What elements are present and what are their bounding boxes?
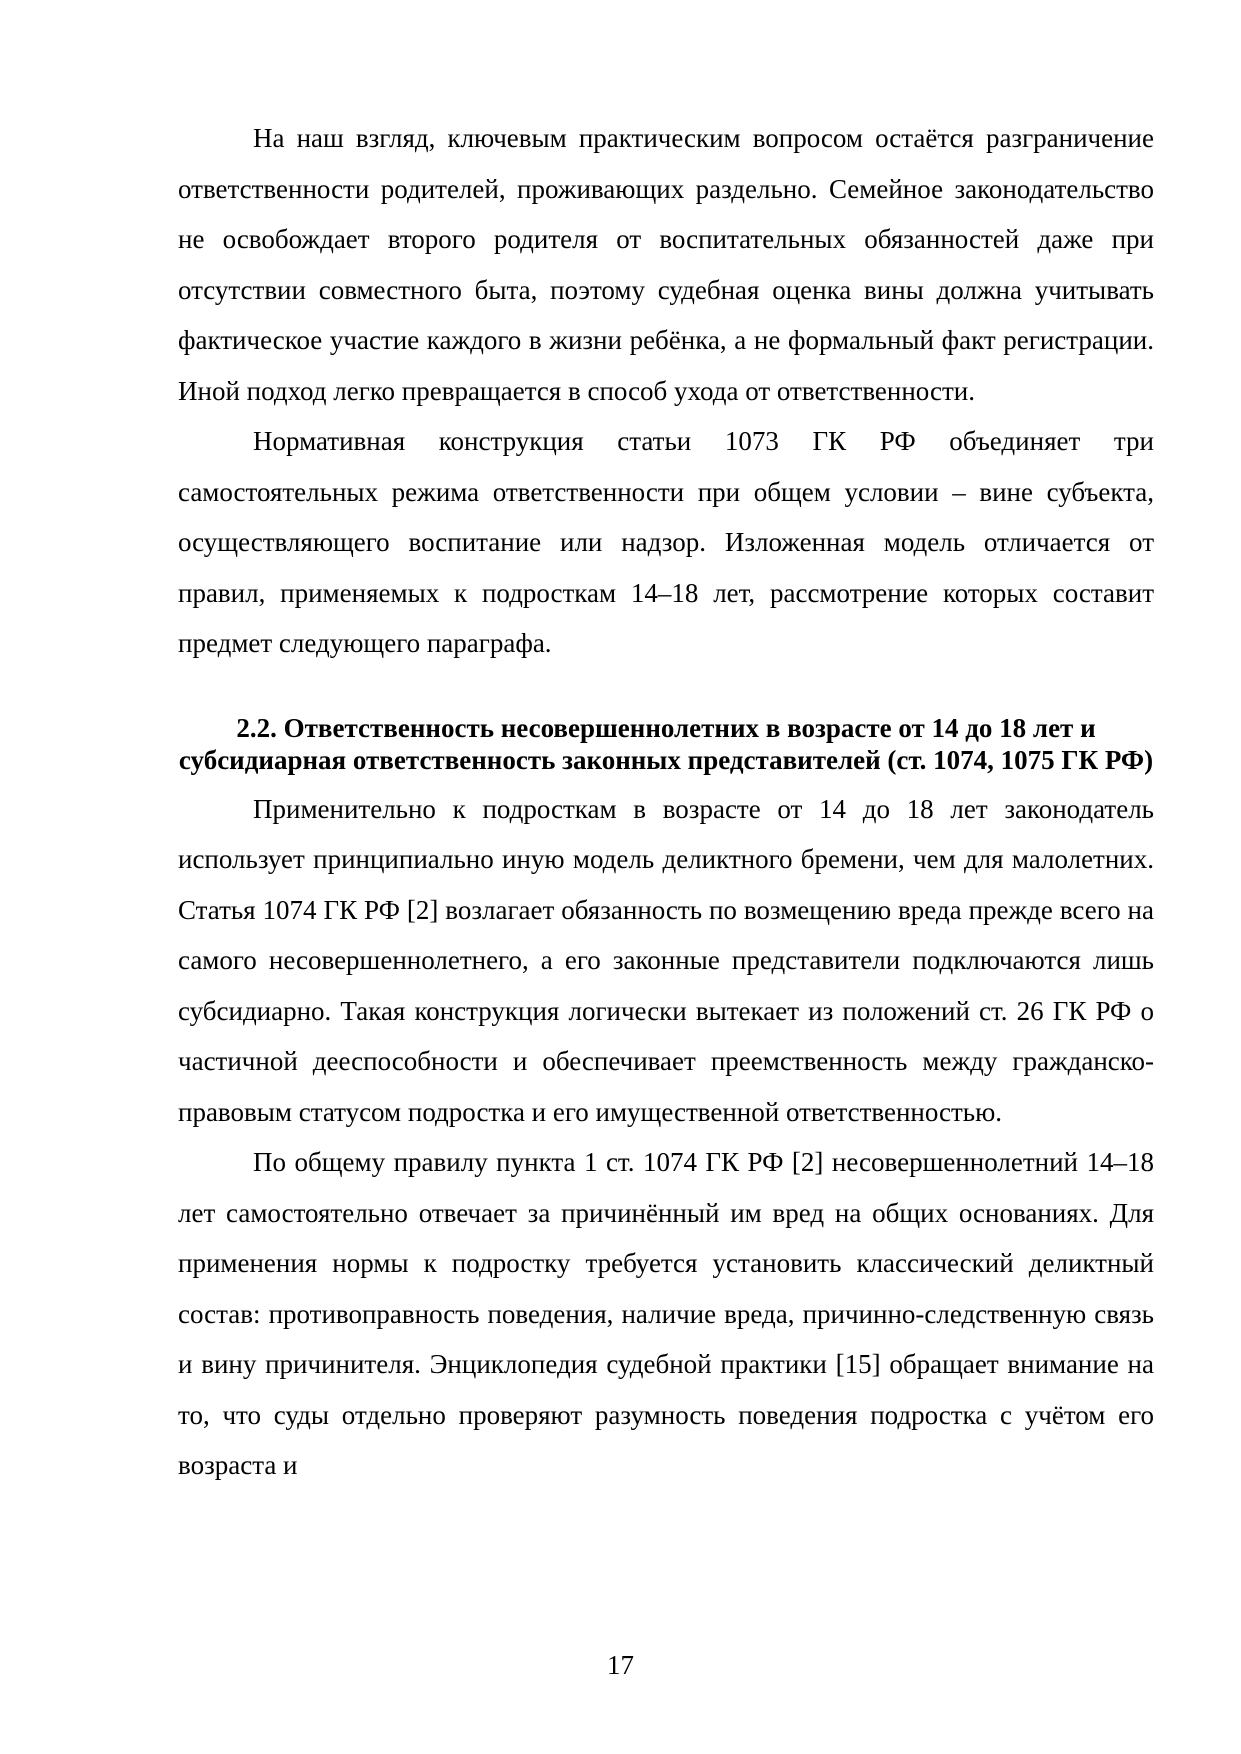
section-heading: 2.2. Ответственность несовершеннолетних в возрасте от 14 до 18 лет и субсидиарная ответственность законных представителей (ст. 1074, 1075 ГК РФ) xyxy=(178,712,1154,775)
paragraph-parent-responsibility: На наш взгляд, ключевым практическим вопросом остаётся разграничение ответственности родителей, проживающих раздельно. Семейное законодательство не освобождает второго родителя от воспитательных обязанностей даже при отсутствии совместного быта, поэтому судебная оценка вины должна учитывать фактическое участие каждого в жизни ребёнка, а не формальный факт регистрации. Иной подход легко превращается в способ ухода от ответственности. xyxy=(178,123,1154,406)
paragraph-article-1074-general-rule: По общему правилу пункта 1 ст. 1074 ГК РФ [2] несовершеннолетний 14–18 лет самостоятельно отвечает за причинённый им вред на общих основаниях. Для применения нормы к подростку требуется установить классический деликтный состав: противоправность поведения, наличие вреда, причинно-следственную связь и вину причинителя. Энциклопедия судебной практики [15] обращает внимание на то, что суды отдельно проверяют разумность поведения подростка с учётом его возраста и xyxy=(178,1147,1154,1480)
paragraph-article-1073: Нормативная конструкция статьи 1073 ГК РФ объединяет три самостоятельных режима ответственности при общем условии – вине субъекта, осуществляющего воспитание или надзор. Изложенная модель отличается от правил, применяемых к подросткам 14–18 лет, рассмотрение которых составит предмет следующего параграфа. xyxy=(178,426,1154,658)
page-body xyxy=(178,113,1154,1491)
page-number: 17 xyxy=(607,1650,634,1680)
paragraph-article-1074-model: Применительно к подросткам в возрасте от 14 до 18 лет законодатель использует принципиально иную модель деликтного бремени, чем для малолетних. Статья 1074 ГК РФ [2] возлагает обязанность по возмещению вреда прежде всего на самого несовершеннолетнего, а его законные представители подключаются лишь субсидиарно. Такая конструкция логически вытекает из положений ст. 26 ГК РФ о частичной дееспособности и обеспечивает преемственность между гражданско-правовым статусом подростка и его имущественной ответственностью. xyxy=(178,793,1154,1127)
